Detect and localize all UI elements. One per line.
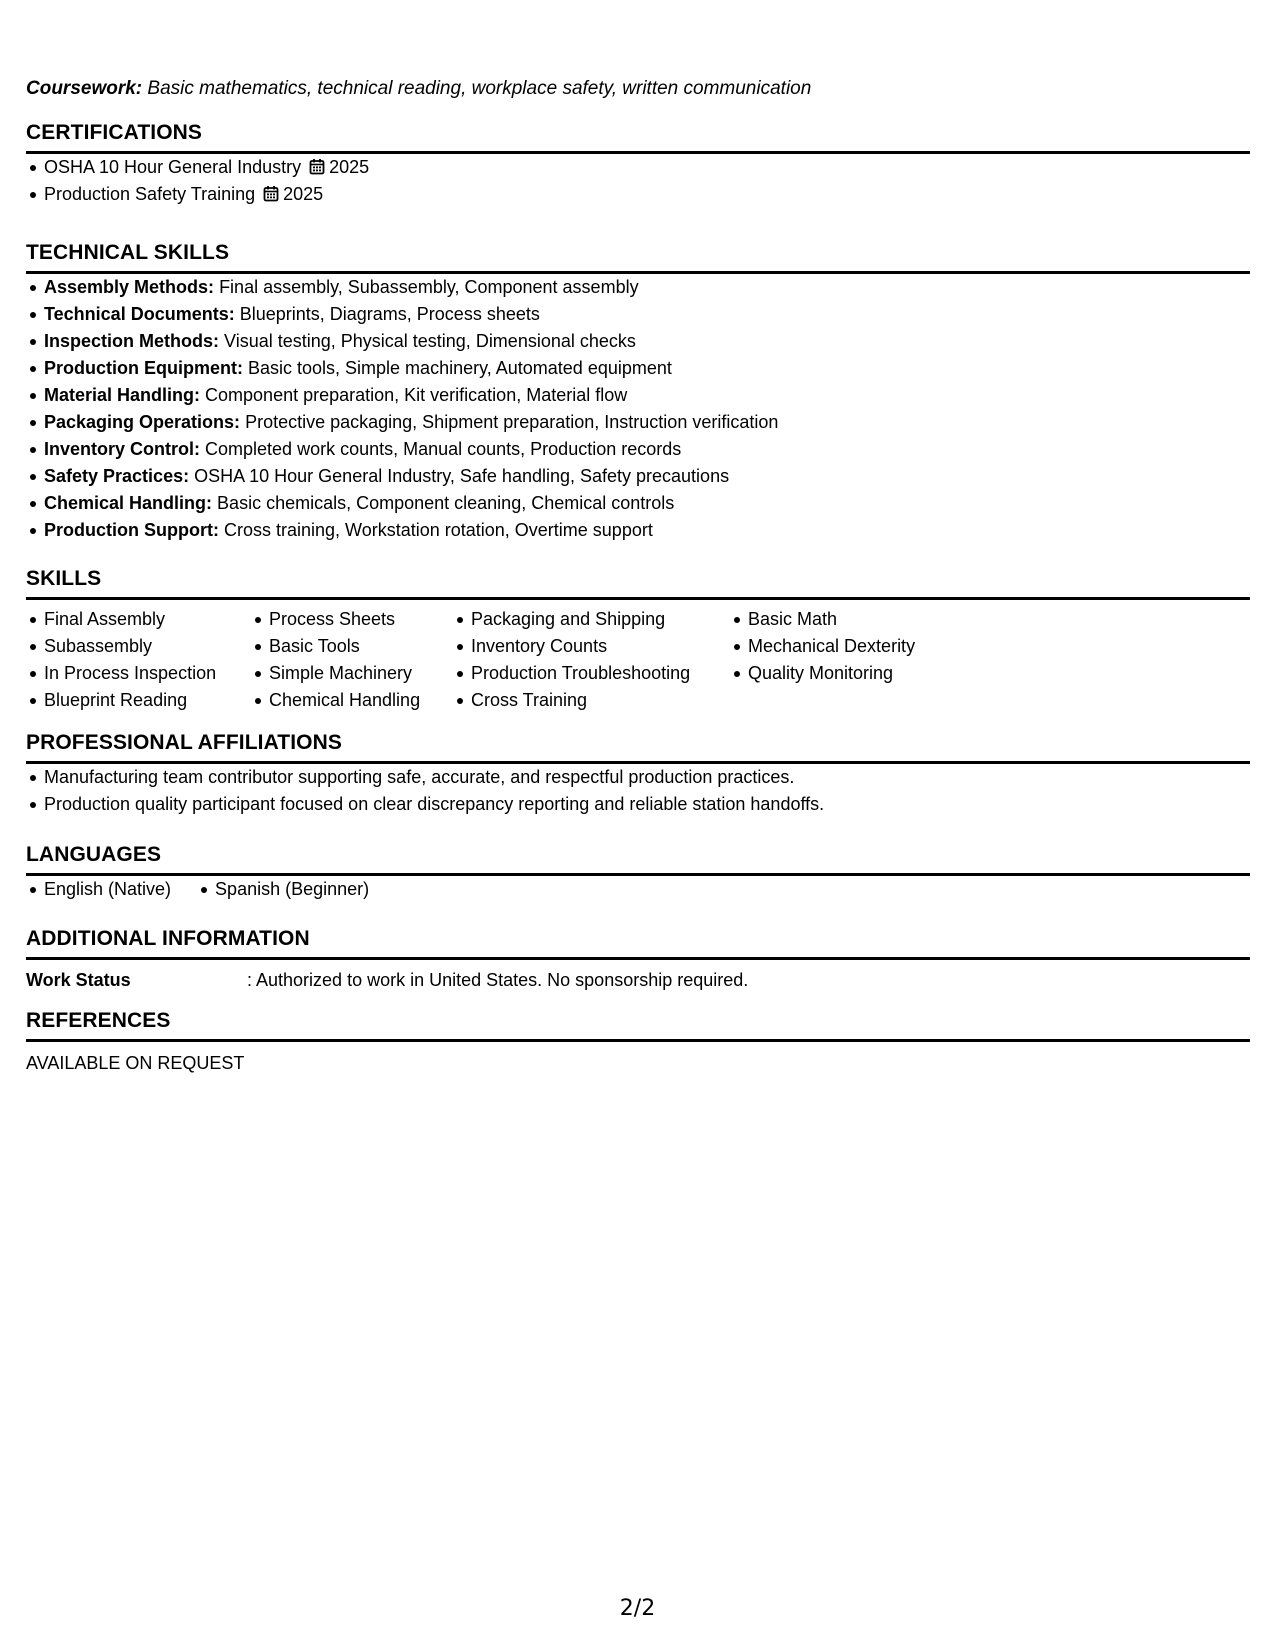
- technical-skill-label: Technical Documents:: [44, 304, 235, 324]
- section-title-affiliations: PROFESSIONAL AFFILIATIONS: [26, 731, 342, 754]
- coursework-label: Coursework:: [26, 78, 143, 99]
- section-divider: [26, 957, 1250, 960]
- calendar-icon: [263, 183, 279, 210]
- affiliations-list: [26, 764, 1250, 818]
- skill-item: Simple Machinery: [251, 660, 453, 687]
- skill-item: Final Assembly: [26, 606, 251, 633]
- calendar-icon: [309, 156, 325, 183]
- section-title-skills: SKILLS: [26, 567, 102, 590]
- certifications-list: [26, 154, 1250, 208]
- technical-skill-label: Production Support:: [44, 520, 219, 540]
- languages-list: [26, 876, 1250, 903]
- skill-item: Process Sheets: [251, 606, 453, 633]
- skills-columns: [26, 606, 1250, 714]
- work-status-label: Work Status: [26, 970, 131, 990]
- affiliations-section: [26, 730, 1250, 818]
- technical-skill-label: Production Equipment:: [44, 358, 243, 378]
- technical-skill-text: Completed work counts, Manual counts, Production records: [205, 439, 682, 459]
- affiliation-item: Manufacturing team contributor supporting safe, accurate, and respectful production practices.: [26, 764, 1250, 791]
- technical-skill-label: Inventory Control:: [44, 439, 200, 459]
- additional-info-section: [26, 926, 1250, 992]
- language-item: Spanish (Beginner): [197, 876, 369, 903]
- technical-skill-item: [26, 355, 1250, 382]
- certification-item: [26, 181, 1250, 208]
- certification-year: 2025: [329, 157, 370, 177]
- language-item: English (Native): [26, 876, 171, 903]
- technical-skill-item: [26, 328, 1250, 355]
- certification-name: Production Safety Training: [44, 184, 256, 204]
- section-divider: [26, 1039, 1250, 1042]
- skill-item: In Process Inspection: [26, 660, 251, 687]
- certification-name: OSHA 10 Hour General Industry: [44, 157, 302, 177]
- skill-item: Subassembly: [26, 633, 251, 660]
- certifications-section: [26, 120, 1250, 208]
- skill-item: Basic Math: [730, 606, 1030, 633]
- technical-skill-item: [26, 409, 1250, 436]
- technical-skills-section: [26, 240, 1250, 544]
- skills-column: [730, 606, 1030, 714]
- skills-column: [251, 606, 453, 714]
- skills-section: [26, 566, 1250, 714]
- technical-skill-text: Blueprints, Diagrams, Process sheets: [239, 304, 540, 324]
- skill-item: Cross Training: [453, 687, 730, 714]
- skill-item: Production Troubleshooting: [453, 660, 730, 687]
- references-text: AVAILABLE ON REQUEST: [26, 1053, 245, 1073]
- skill-item: Mechanical Dexterity: [730, 633, 1030, 660]
- technical-skill-text: Visual testing, Physical testing, Dimensional checks: [224, 331, 636, 351]
- technical-skill-item: [26, 301, 1250, 328]
- skills-column: [453, 606, 730, 714]
- page-number: 2/2: [619, 1596, 656, 1621]
- technical-skill-text: Cross training, Workstation rotation, Overtime support: [224, 520, 653, 540]
- technical-skills-list: [26, 274, 1250, 544]
- certification-item: [26, 154, 1250, 181]
- affiliation-item: Production quality participant focused on clear discrepancy reporting and reliable station handoffs.: [26, 791, 1250, 818]
- skill-item: Quality Monitoring: [730, 660, 1030, 687]
- technical-skill-text: Protective packaging, Shipment preparation, Instruction verification: [245, 412, 779, 432]
- skill-item: Blueprint Reading: [26, 687, 251, 714]
- technical-skill-text: OSHA 10 Hour General Industry, Safe handling, Safety precautions: [194, 466, 730, 486]
- work-status-value: : Authorized to work in United States. No sponsorship required.: [247, 970, 749, 990]
- technical-skill-item: [26, 463, 1250, 490]
- skill-item: Packaging and Shipping: [453, 606, 730, 633]
- skill-item: Inventory Counts: [453, 633, 730, 660]
- technical-skill-item: [26, 517, 1250, 544]
- section-title-additional-info: ADDITIONAL INFORMATION: [26, 927, 310, 950]
- section-title-references: REFERENCES: [26, 1009, 171, 1032]
- technical-skill-label: Chemical Handling:: [44, 493, 213, 513]
- technical-skill-text: Final assembly, Subassembly, Component assembly: [219, 277, 639, 297]
- skills-column: [26, 606, 251, 714]
- technical-skill-item: [26, 490, 1250, 517]
- coursework-line: [26, 78, 811, 100]
- technical-skill-label: Material Handling:: [44, 385, 201, 405]
- technical-skill-item: [26, 382, 1250, 409]
- work-status-row: [26, 968, 1250, 992]
- section-title-languages: LANGUAGES: [26, 843, 162, 866]
- technical-skill-label: Inspection Methods:: [44, 331, 219, 351]
- skill-item: Basic Tools: [251, 633, 453, 660]
- technical-skill-item: [26, 436, 1250, 463]
- technical-skill-label: Assembly Methods:: [44, 277, 215, 297]
- coursework-text: Basic mathematics, technical reading, workplace safety, written communication: [147, 78, 812, 99]
- technical-skill-label: Packaging Operations:: [44, 412, 241, 432]
- technical-skill-text: Basic tools, Simple machinery, Automated equipment: [248, 358, 672, 378]
- section-title-technical-skills: TECHNICAL SKILLS: [26, 241, 230, 264]
- technical-skill-text: Component preparation, Kit verification, Material flow: [205, 385, 628, 405]
- technical-skill-label: Safety Practices:: [44, 466, 190, 486]
- skill-item: Chemical Handling: [251, 687, 453, 714]
- technical-skill-text: Basic chemicals, Component cleaning, Chemical controls: [217, 493, 675, 513]
- section-divider: [26, 597, 1250, 600]
- section-title-certifications: CERTIFICATIONS: [26, 121, 203, 144]
- languages-section: [26, 842, 1250, 903]
- certification-year: 2025: [283, 184, 324, 204]
- technical-skill-item: [26, 274, 1250, 301]
- references-section: [26, 1008, 1250, 1075]
